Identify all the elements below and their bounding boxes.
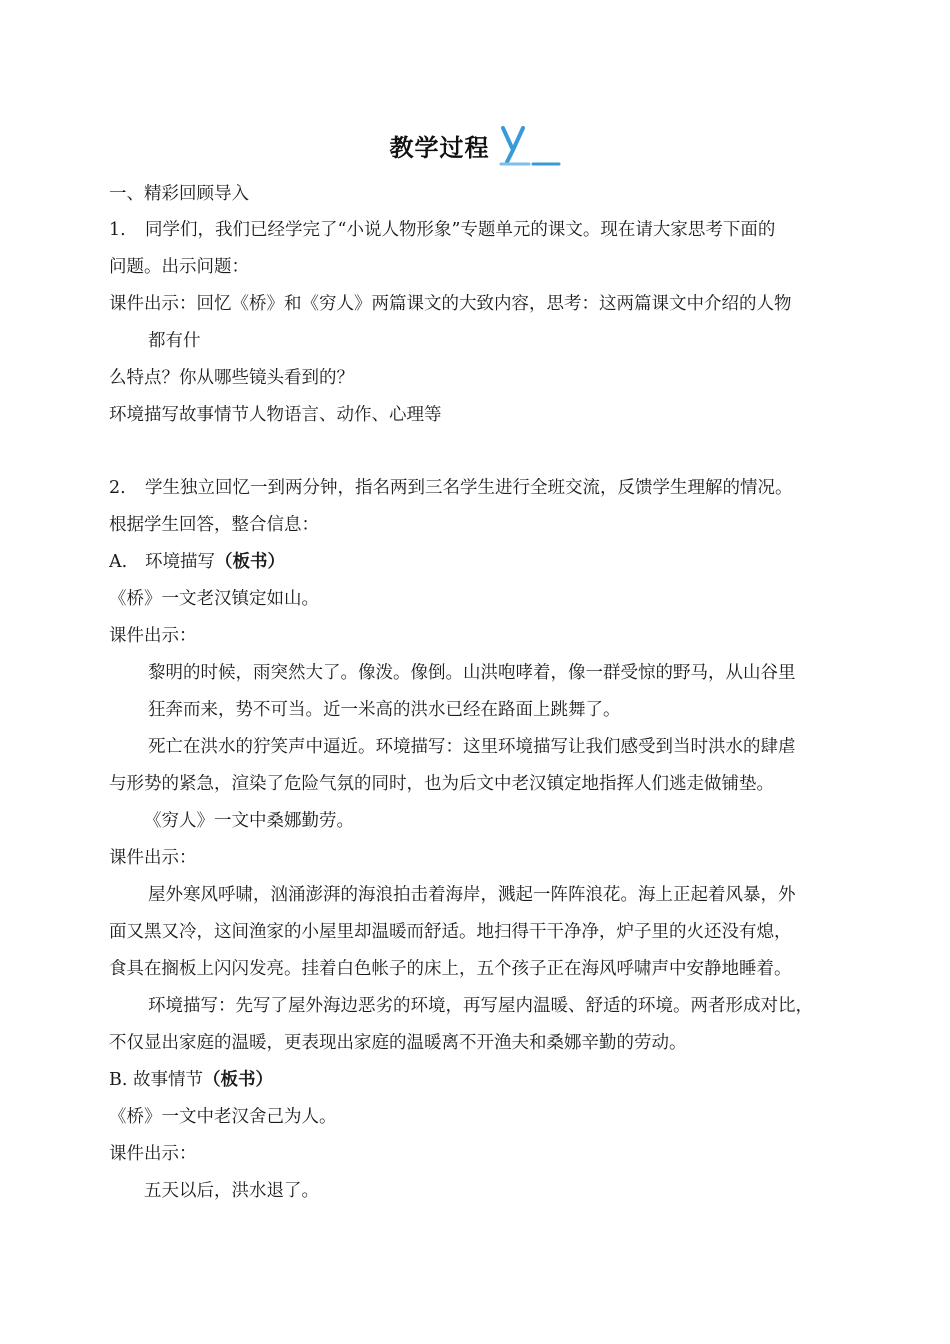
example-line: 《穷人》一文中桑娜勤劳。 [144, 811, 354, 831]
subsection-a-heading [109, 550, 285, 574]
paragraph-1-line-2: 问题。出示问题： [109, 257, 249, 277]
page-title: 教学过程 [389, 133, 490, 162]
quote-line: 屋外寒风呼啸，汹涌澎湃的海浪拍击着海岸，溅起一阵阵浪花。海上正起着风暴，外 [148, 885, 796, 905]
quote-line: 面又黑又冷，这间渔家的小屋里却温暖而舒适。地扫得干干净净，炉子里的火还没有熄， [109, 922, 792, 942]
list-number: 1. [109, 220, 126, 240]
subsection-a-text: 环境描写 [145, 552, 215, 572]
title-row [0, 120, 950, 170]
courseware-line-4: 环境描写故事情节人物语言、动作、心理等 [109, 405, 442, 425]
board-note: （板书） [203, 1070, 273, 1090]
courseware-label: 课件出示： [109, 848, 197, 868]
paragraph-text: 学生独立回忆一到两分钟，指名两到三名学生进行全班交流，反馈学生理解的情况。 [145, 478, 793, 498]
quote-line: 死亡在洪水的狞笑声中逼近。环境描写：这里环境描写让我们感受到当时洪水的肆虐 [148, 737, 796, 757]
quote-line: 环境描写：先写了屋外海边恶劣的环境，再写屋内温暖、舒适的环境。两者形成对比， [148, 996, 813, 1016]
section-heading-1: 一、精彩回顾导入 [109, 184, 249, 204]
subsection-b-heading [109, 1068, 273, 1092]
quote-line: 狂奔而来，势不可当。近一米高的洪水已经在路面上跳舞了。 [148, 700, 621, 720]
quote-line: 食具在搁板上闪闪发亮。挂着白色帐子的床上，五个孩子正在海风呼啸声中安静地睡着。 [109, 959, 792, 979]
example-line: 《桥》一文中老汉舍己为人。 [109, 1107, 337, 1127]
quote-line: 与形势的紧急，渲染了危险气氛的同时，也为后文中老汉镇定地指挥人们逃走做铺垫。 [109, 774, 774, 794]
courseware-line-3: 么特点？你从哪些镜头看到的？ [109, 368, 354, 388]
courseware-line-1: 课件出示：回忆《桥》和《穷人》两篇课文的大致内容，思考：这两篇课文中介绍的人物 [109, 294, 792, 314]
list-number: 2. [109, 478, 126, 498]
paragraph-2-line-2: 根据学生回答，整合信息： [109, 515, 319, 535]
paragraph-text: 同学们，我们已经学完了“小说人物形象”专题单元的课文。现在请大家思考下面的 [145, 220, 776, 240]
paragraph-1-line-1 [109, 218, 775, 242]
board-note: （板书） [215, 552, 285, 572]
quote-line: 五天以后，洪水退了。 [144, 1181, 319, 1201]
example-line: 《桥》一文老汉镇定如山。 [109, 589, 319, 609]
quote-line: 不仅显出家庭的温暖，更表现出家庭的温暖离不开渔夫和桑娜辛勤的劳动。 [109, 1033, 687, 1053]
quote-line: 黎明的时候，雨突然大了。像泼。像倒。山洪咆哮着，像一群受惊的野马，从山谷里 [148, 663, 796, 683]
courseware-label: 课件出示： [109, 1144, 197, 1164]
logo-mark-icon [499, 120, 561, 170]
list-letter: A. [109, 552, 128, 572]
courseware-label: 课件出示： [109, 626, 197, 646]
courseware-line-2: 都有什 [148, 331, 201, 351]
subsection-b-text: B. 故事情节 [109, 1070, 203, 1090]
paragraph-2-line-1 [109, 476, 793, 500]
